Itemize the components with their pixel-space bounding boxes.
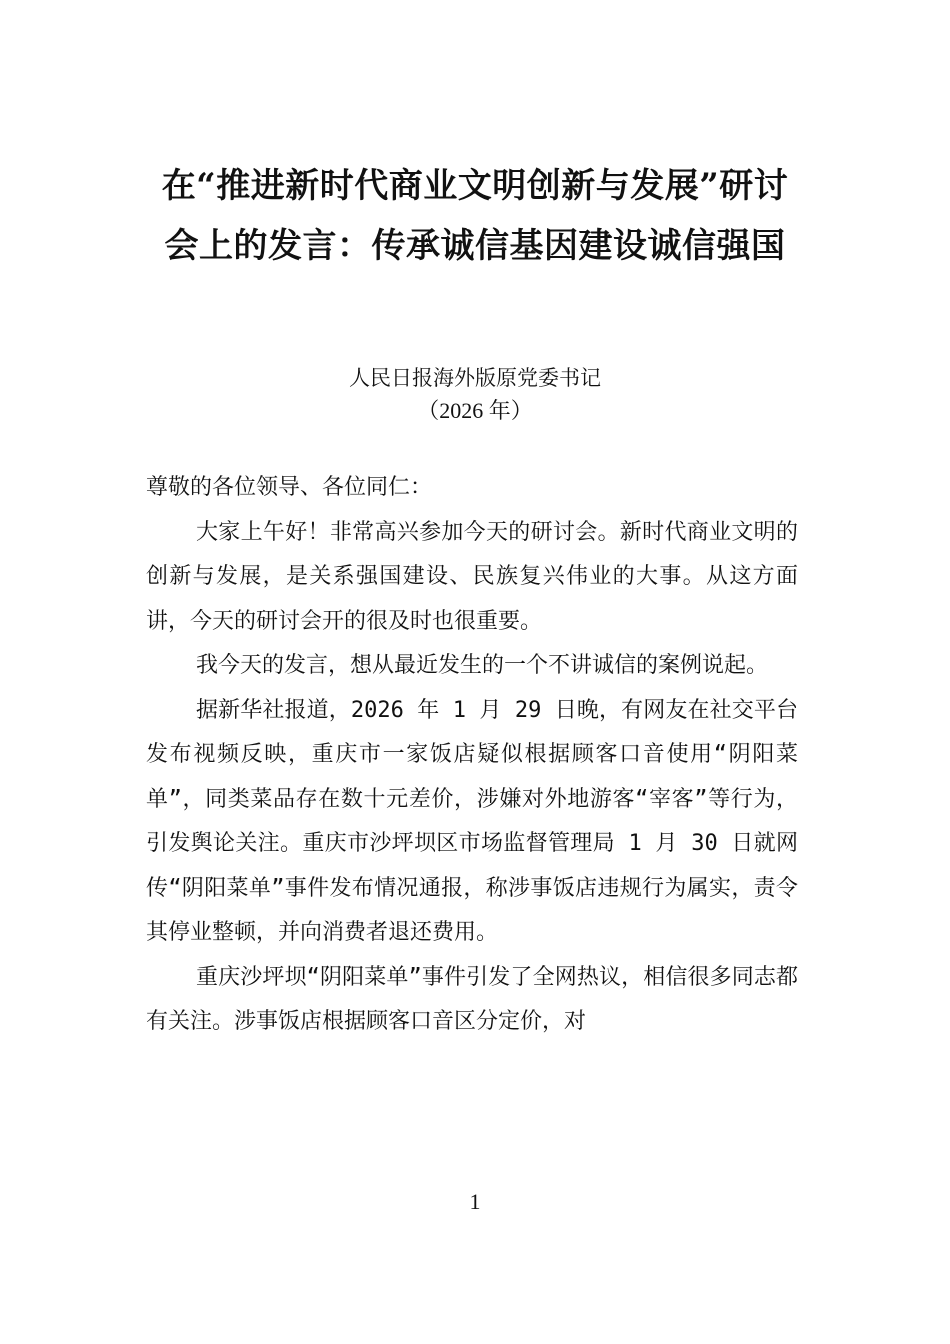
author-line: 人民日报海外版原党委书记 xyxy=(349,366,601,390)
body-paragraph: 我今天的发言，想从最近发生的一个不讲诚信的案例说起。 xyxy=(196,653,769,678)
salutation: 尊敬的各位领导、各位同仁： xyxy=(146,475,433,500)
body-paragraph: 据新华社报道，2026 年 1 月 29 日晚，有网友在社交平台发布视频反映，重庆市一家饭店疑似根据顾客口音使用“阴阳菜单”，同类菜品存在数十元差价，涉嫌对外地游客“宰客”等行为，引发舆论关注。重庆市沙坪坝区市场监督管理局 1 月 30 日就网传“阴阳菜单”事件发布情况通报，称涉事饭店违规行为属实，责令其停业整顿，并向消费者退还费用。 xyxy=(146,697,798,945)
document-body xyxy=(146,466,798,1045)
page-number: 1 xyxy=(469,1189,481,1214)
body-paragraph: 重庆沙坪坝“阴阳菜单”事件引发了全网热议，相信很多同志都有关注。涉事饭店根据顾客口音区分定价，对 xyxy=(146,964,798,1034)
year-line: （2026 年） xyxy=(417,398,533,423)
document-title: 在“推进新时代商业文明创新与发展”研讨会上的发言：传承诚信基因建设诚信强国 xyxy=(161,166,789,266)
body-paragraph: 大家上午好！非常高兴参加今天的研讨会。新时代商业文明的创新与发展，是关系强国建设、民族复兴伟业的大事。从这方面讲，今天的研讨会开的很及时也很重要。 xyxy=(146,519,798,634)
